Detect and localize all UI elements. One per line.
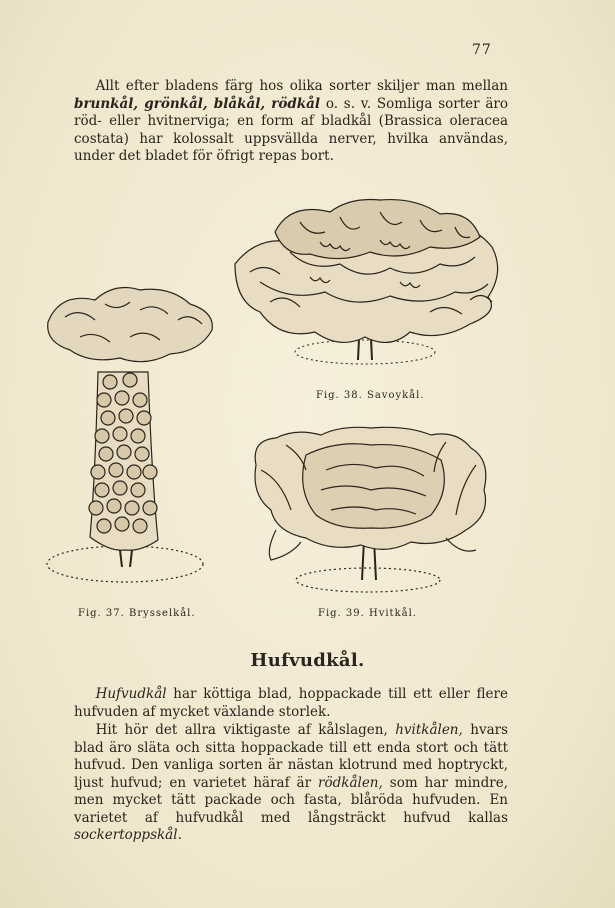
- term-hvitkalen: hvitkålen,: [395, 722, 463, 738]
- term-rodkalen: rödkålen,: [318, 774, 383, 791]
- intro-text-2: o. s. v. Somliga sorter äro röd- eller hvitnerviga; en form af bladkål (Brassica oleracea costata) har kolossalt uppsvällda nerver, hvilka användas, under det bladet för öfrigt repas bort.: [74, 95, 508, 164]
- term-hufvudkal: Hufvudkål: [95, 686, 167, 702]
- savoy-cabbage-illustration: [230, 192, 508, 382]
- brussels-caption: Fig. 37. Brysselkål.: [78, 608, 196, 619]
- section-paragraph-2: [74, 722, 508, 845]
- paragraph-1-text: har köttiga blad, hoppackade till ett eller flere hufvuden af mycket växlande storlek.: [74, 686, 508, 720]
- white-cabbage-illustration: [246, 420, 496, 600]
- section-heading: Hufvudkål.: [250, 650, 365, 671]
- intro-text-1: Allt efter bladens färg hos olika sorter skiljer man mellan: [95, 78, 508, 94]
- page-number: 77: [472, 42, 492, 58]
- paragraph-2-text-4: .: [177, 827, 182, 843]
- paragraph-2-text-2: hvars blad äro släta och sitta hoppackade till ett enda stort och tätt hufvud. Den vanliga sorten är nästan klotrund med hoptryckt, ljust hufvud; en varietet häraf är: [74, 722, 508, 791]
- intro-paragraph: [74, 78, 508, 166]
- cabbage-kinds: brunkål, grönkål, blåkål, rödkål: [74, 95, 321, 112]
- section-paragraph-1: [74, 686, 508, 721]
- savoy-caption: Fig. 38. Savoykål.: [316, 390, 425, 401]
- paragraph-2-text-3: som har mindre, men mycket tätt packade och fasta, blåröda hufvuden. En varietet af hufvudkål med långsträckt hufvud kallas: [74, 774, 508, 826]
- white-cabbage-caption: Fig. 39. Hvitkål.: [318, 608, 417, 619]
- brussels-sprouts-illustration: [40, 282, 220, 598]
- term-sockertoppskal: sockertoppskål: [74, 827, 178, 843]
- paragraph-2-text-1: Hit hör det allra viktigaste af kålslagen,: [95, 722, 396, 738]
